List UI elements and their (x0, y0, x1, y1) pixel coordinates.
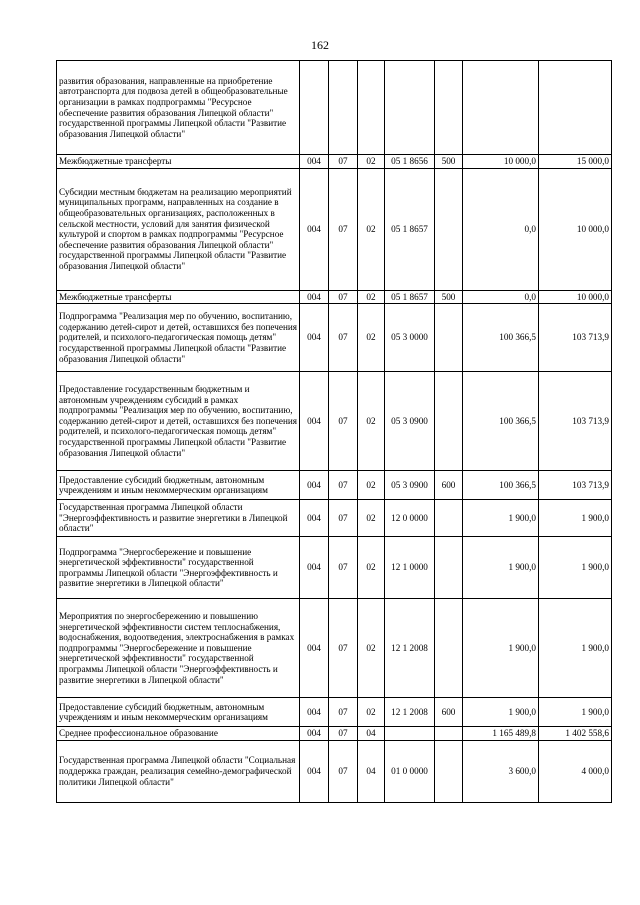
ved-code-cell: 004 (300, 304, 329, 372)
ved-code-cell: 004 (300, 537, 329, 599)
row-name-cell: Государственная программа Липецкой области "Энергоэффективность и развитие энергетики в Липецкой области" (57, 500, 300, 537)
row-name-cell: Субсидии местным бюджетам на реализацию мероприятий муниципальных программ, направленных на создание в общеобразовательных организациях, расположенных в сельской местности, условий для занятия физической культурой и спортом в рамках подпрограммы "Ресурсное обеспечение развития образования Липецкой области" государственной программы Липецкой области "Развитие образования Липецкой области" (57, 168, 300, 290)
budget-table (56, 60, 612, 803)
row-name-cell: Межбюджетные трансферты (57, 290, 300, 304)
ved-code-cell: 004 (300, 599, 329, 698)
sum-year-2-cell: 103 713,9 (539, 471, 612, 500)
sum-year-1-cell: 0,0 (463, 168, 539, 290)
section-code-cell: 07 (329, 500, 358, 537)
sum-year-2-cell: 10 000,0 (539, 290, 612, 304)
sum-year-1-cell: 3 600,0 (463, 740, 539, 802)
target-article-cell: 05 1 8657 (385, 168, 435, 290)
sum-year-1-cell: 1 900,0 (463, 698, 539, 727)
subsection-code-cell: 02 (358, 168, 385, 290)
expense-type-cell (435, 740, 463, 802)
row-name-cell: Государственная программа Липецкой области "Социальная поддержка граждан, реализация семейно-демографической политики Липецкой области" (57, 740, 300, 802)
section-code-cell: 07 (329, 471, 358, 500)
target-article-cell: 01 0 0000 (385, 740, 435, 802)
table-row (57, 727, 612, 741)
target-article-cell: 05 1 8656 (385, 155, 435, 169)
sum-year-1-cell: 1 900,0 (463, 599, 539, 698)
expense-type-cell (435, 61, 463, 155)
ved-code-cell: 004 (300, 155, 329, 169)
target-article-cell (385, 727, 435, 741)
ved-code-cell: 004 (300, 471, 329, 500)
section-code-cell: 07 (329, 168, 358, 290)
section-code-cell (329, 61, 358, 155)
table-row (57, 304, 612, 372)
sum-year-1-cell: 1 900,0 (463, 537, 539, 599)
table-row (57, 698, 612, 727)
sum-year-1-cell: 100 366,5 (463, 471, 539, 500)
page-number: 162 (311, 38, 329, 52)
sum-year-1-cell: 0,0 (463, 290, 539, 304)
row-name-cell: Подпрограмма "Реализация мер по обучению, воспитанию, содержанию детей-сирот и детей, оставшихся без попечения родителей, и психолого-педагогическая помощь детям" государственной программы Липецкой области "Развитие образования Липецкой области" (57, 304, 300, 372)
ved-code-cell: 004 (300, 727, 329, 741)
table-row (57, 61, 612, 155)
table-row (57, 599, 612, 698)
ved-code-cell: 004 (300, 168, 329, 290)
row-name-cell: Предоставление субсидий бюджетным, автономным учреждениям и иным некоммерческим организациям (57, 698, 300, 727)
expense-type-cell: 500 (435, 155, 463, 169)
expense-type-cell (435, 500, 463, 537)
subsection-code-cell: 02 (358, 155, 385, 169)
target-article-cell (385, 61, 435, 155)
table-row (57, 537, 612, 599)
row-name-cell: развития образования, направленные на приобретение автотранспорта для подвоза детей в общеобразовательные организации в рамках подпрограммы "Ресурсное обеспечение развития образования Липецкой области" государственной программы Липецкой области "Развитие образования Липецкой области" (57, 61, 300, 155)
section-code-cell: 07 (329, 372, 358, 471)
target-article-cell: 05 3 0900 (385, 372, 435, 471)
subsection-code-cell: 02 (358, 471, 385, 500)
target-article-cell: 12 0 0000 (385, 500, 435, 537)
section-code-cell: 07 (329, 537, 358, 599)
subsection-code-cell: 04 (358, 727, 385, 741)
ved-code-cell: 004 (300, 500, 329, 537)
expense-type-cell (435, 537, 463, 599)
sum-year-1-cell: 100 366,5 (463, 372, 539, 471)
target-article-cell: 12 1 0000 (385, 537, 435, 599)
subsection-code-cell: 02 (358, 599, 385, 698)
expense-type-cell (435, 727, 463, 741)
subsection-code-cell: 04 (358, 740, 385, 802)
sum-year-2-cell: 1 900,0 (539, 599, 612, 698)
table-row (57, 500, 612, 537)
ved-code-cell: 004 (300, 740, 329, 802)
expense-type-cell (435, 372, 463, 471)
sum-year-2-cell: 1 402 558,6 (539, 727, 612, 741)
subsection-code-cell: 02 (358, 304, 385, 372)
expense-type-cell (435, 599, 463, 698)
ved-code-cell: 004 (300, 372, 329, 471)
ved-code-cell: 004 (300, 698, 329, 727)
row-name-cell: Мероприятия по энергосбережению и повышению энергетической эффективности систем теплоснабжения, водоснабжения, водоотведения, электроснабжения в рамках подпрограммы "Энергосбережение и повышение энергетической эффективности" государственной программы Липецкой области "Энергоэффективность и развитие энергетики в Липецкой области" (57, 599, 300, 698)
ved-code-cell (300, 61, 329, 155)
row-name-cell: Предоставление субсидий бюджетным, автономным учреждениям и иным некоммерческим организациям (57, 471, 300, 500)
expense-type-cell (435, 304, 463, 372)
table-row (57, 155, 612, 169)
target-article-cell: 05 1 8657 (385, 290, 435, 304)
sum-year-2-cell (539, 61, 612, 155)
sum-year-2-cell: 103 713,9 (539, 372, 612, 471)
sum-year-2-cell: 103 713,9 (539, 304, 612, 372)
table-row (57, 372, 612, 471)
table-row (57, 740, 612, 802)
sum-year-2-cell: 10 000,0 (539, 168, 612, 290)
subsection-code-cell: 02 (358, 698, 385, 727)
sum-year-1-cell (463, 61, 539, 155)
section-code-cell: 07 (329, 155, 358, 169)
subsection-code-cell: 02 (358, 372, 385, 471)
target-article-cell: 12 1 2008 (385, 599, 435, 698)
sum-year-2-cell: 1 900,0 (539, 500, 612, 537)
sum-year-1-cell: 10 000,0 (463, 155, 539, 169)
subsection-code-cell: 02 (358, 500, 385, 537)
ved-code-cell: 004 (300, 290, 329, 304)
target-article-cell: 05 3 0000 (385, 304, 435, 372)
section-code-cell: 07 (329, 740, 358, 802)
section-code-cell: 07 (329, 727, 358, 741)
sum-year-1-cell: 1 900,0 (463, 500, 539, 537)
row-name-cell: Подпрограмма "Энергосбережение и повышение энергетической эффективности" государственной программы Липецкой области "Энергоэффективность и развитие энергетики в Липецкой области" (57, 537, 300, 599)
sum-year-2-cell: 15 000,0 (539, 155, 612, 169)
row-name-cell: Предоставление государственным бюджетным и автономным учреждениям субсидий в рамках подпрограммы "Реализация мер по обучению, воспитанию, содержанию детей-сирот и детей, оставшихся без попечения родителей, и психолого-педагогическая помощь детям" государственной программы Липецкой области "Развитие образования Липецкой области" (57, 372, 300, 471)
sum-year-1-cell: 100 366,5 (463, 304, 539, 372)
sum-year-1-cell: 1 165 489,8 (463, 727, 539, 741)
table-row (57, 290, 612, 304)
expense-type-cell (435, 168, 463, 290)
target-article-cell: 12 1 2008 (385, 698, 435, 727)
sum-year-2-cell: 4 000,0 (539, 740, 612, 802)
row-name-cell: Межбюджетные трансферты (57, 155, 300, 169)
table-row (57, 168, 612, 290)
target-article-cell: 05 3 0900 (385, 471, 435, 500)
row-name-cell: Среднее профессиональное образование (57, 727, 300, 741)
subsection-code-cell: 02 (358, 537, 385, 599)
sum-year-2-cell: 1 900,0 (539, 698, 612, 727)
expense-type-cell: 600 (435, 471, 463, 500)
section-code-cell: 07 (329, 290, 358, 304)
expense-type-cell: 500 (435, 290, 463, 304)
section-code-cell: 07 (329, 599, 358, 698)
section-code-cell: 07 (329, 304, 358, 372)
budget-table-body (57, 61, 612, 803)
table-row (57, 471, 612, 500)
sum-year-2-cell: 1 900,0 (539, 537, 612, 599)
expense-type-cell: 600 (435, 698, 463, 727)
subsection-code-cell: 02 (358, 290, 385, 304)
section-code-cell: 07 (329, 698, 358, 727)
subsection-code-cell (358, 61, 385, 155)
